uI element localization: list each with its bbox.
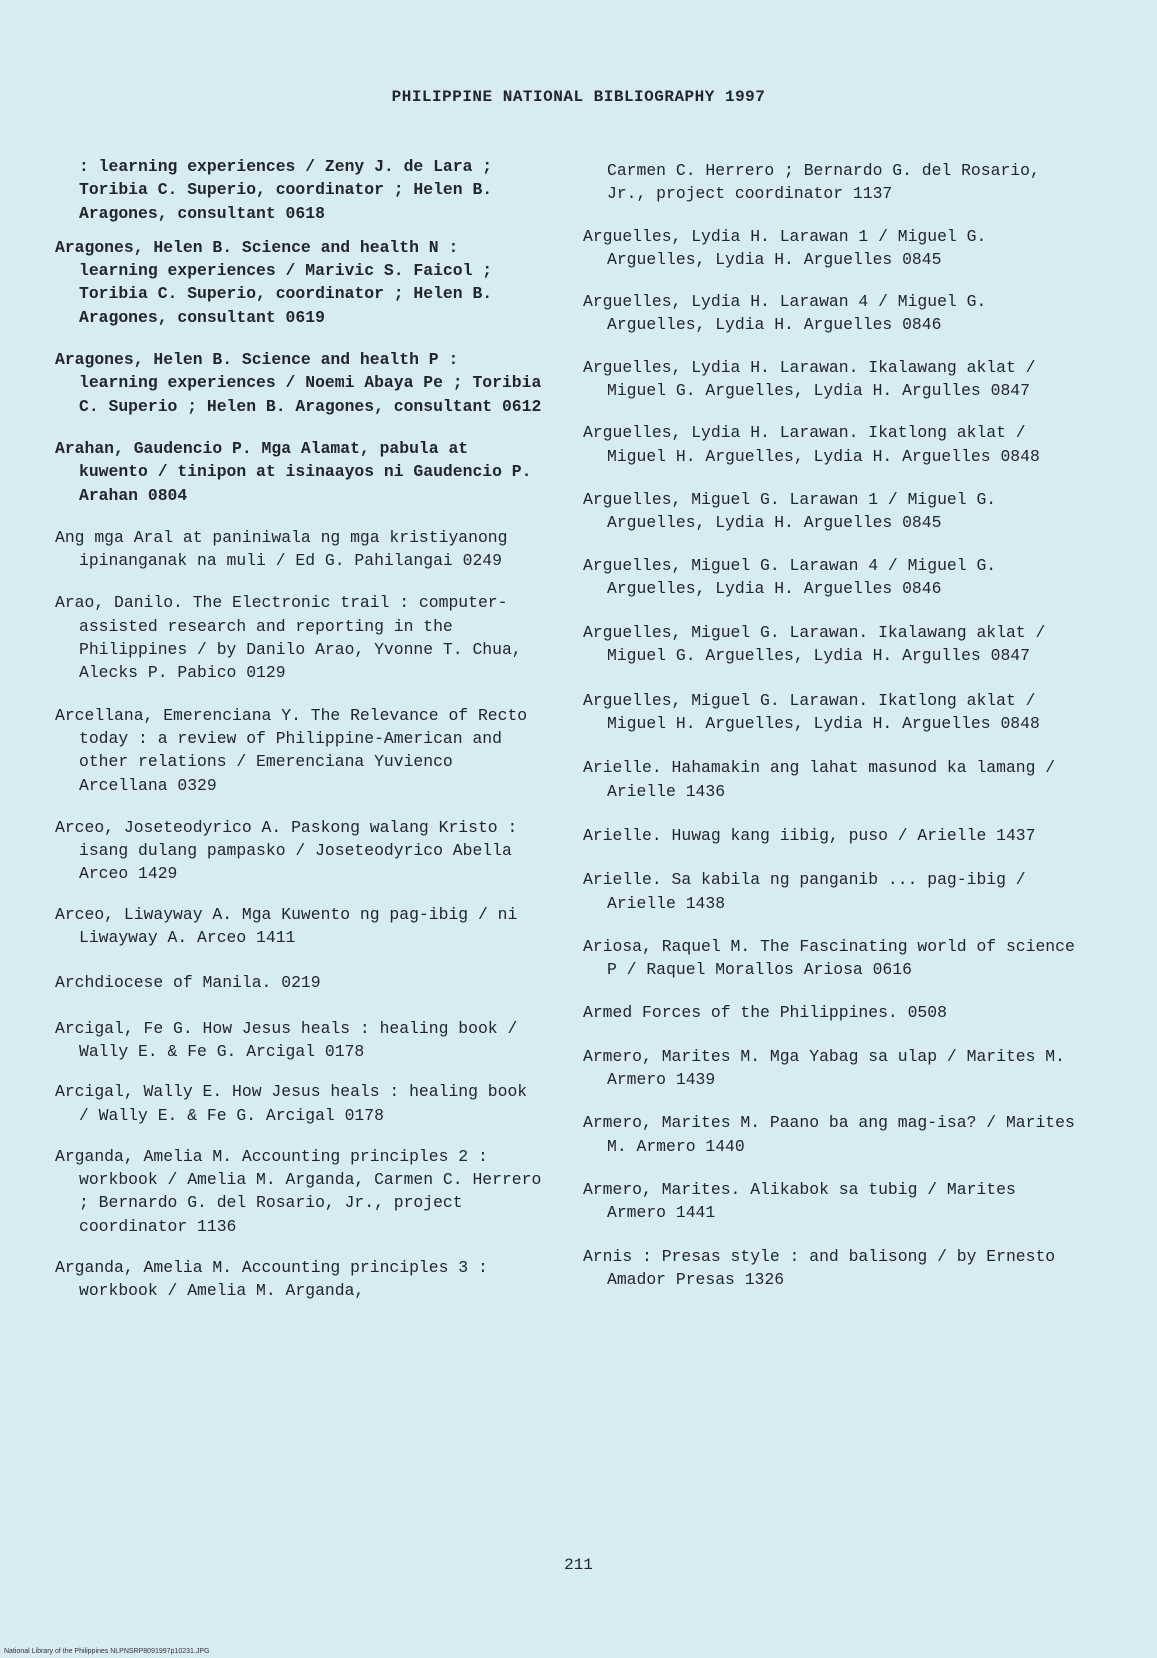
footer-caption: National Library of the Philippines NLPNSRP8091997p10231.JPG	[4, 1648, 210, 1655]
left-column	[55, 155, 545, 1303]
entry: Arganda, Amelia M. Accounting principles 3 : workbook / Amelia M. Arganda,	[55, 1257, 488, 1301]
right-column	[583, 155, 1083, 1291]
entry: : learning experiences / Zeny J. de Lara ; Toribia C. Superio, coordinator ; Helen B. Aragones, consultant 0618	[79, 157, 493, 223]
entry: Arcellana, Emerenciana Y. The Relevance of Recto today : a review of Philippine-American and other relations / Emerenciana Yuvienco Arcellana 0329	[55, 705, 528, 795]
page-title: PHILIPPINE NATIONAL BIBLIOGRAPHY 1997	[391, 88, 766, 106]
entry: Arguelles, Lydia H. Larawan. Ikatlong aklat / Miguel H. Arguelles, Lydia H. Arguelles 0848	[583, 423, 1040, 466]
entry: Arguelles, Miguel G. Larawan. Ikalawang aklat / Miguel G. Arguelles, Lydia H. Argulles 0847	[583, 623, 1046, 666]
entry: Armero, Marites M. Mga Yabag sa ulap / Marites M. Armero 1439	[583, 1046, 1065, 1090]
entry: Arceo, Liwayway A. Mga Kuwento ng pag-ibig / ni Liwayway A. Arceo 1411	[55, 904, 518, 948]
entry: Arahan, Gaudencio P. Mga Alamat, pabula at kuwento / tinipon at isinaayos ni Gaudencio P. Arahan 0804	[55, 438, 532, 505]
entry: Aragones, Helen B. Science and health N : learning experiences / Marivic S. Faicol ; Toribia C. Superio, coordinator ; Helen B. Aragones, consultant 0619	[55, 237, 493, 327]
entry: Aragones, Helen B. Science and health P : learning experiences / Noemi Abaya Pe ; Toribia C. Superio ; Helen B. Aragones, consultant 0612	[55, 350, 542, 416]
entry: Arielle. Huwag kang iibig, puso / Arielle 1437	[583, 825, 1036, 845]
entry: Arguelles, Lydia H. Larawan 4 / Miguel G. Arguelles, Lydia H. Arguelles 0846	[583, 292, 987, 335]
entry: Armero, Marites M. Paano ba ang mag-isa? / Marites M. Armero 1440	[583, 1113, 1075, 1156]
entry: Arielle. Hahamakin ang lahat masunod ka lamang / Arielle 1436	[583, 758, 1056, 801]
entry: Arganda, Amelia M. Accounting principles 2 : workbook / Amelia M. Arganda, Carmen C. Herrero ; Bernardo G. del Rosario, Jr., project coordinator 1136	[55, 1146, 542, 1236]
entry: Armero, Marites. Alikabok sa tubig / Marites Armero 1441	[583, 1179, 1016, 1223]
entry: Arguelles, Miguel G. Larawan 4 / Miguel G. Arguelles, Lydia H. Arguelles 0846	[583, 555, 997, 598]
entry: Arguelles, Lydia H. Larawan. Ikalawang aklat / Miguel G. Arguelles, Lydia H. Argulles 0847	[583, 357, 1036, 401]
entry: Arceo, Joseteodyrico A. Paskong walang Kristo : isang dulang pampasko / Joseteodyrico Abella Arceo 1429	[55, 817, 518, 884]
entry: Arnis : Presas style : and balisong / by Ernesto Amador Presas 1326	[583, 1246, 1056, 1289]
entry: Arguelles, Miguel G. Larawan. Ikatlong aklat / Miguel H. Arguelles, Lydia H. Arguelles 0848	[583, 690, 1040, 734]
page-number: 211	[564, 1556, 593, 1574]
entry: Arcigal, Fe G. How Jesus heals : healing book / Wally E. & Fe G. Arcigal 0178	[55, 1018, 518, 1061]
entry: Arielle. Sa kabila ng panganib ... pag-ibig / Arielle 1438	[583, 870, 1026, 913]
entry: Ariosa, Raquel M. The Fascinating world of science P / Raquel Morallos Ariosa 0616	[583, 936, 1075, 980]
entry: Arguelles, Lydia H. Larawan 1 / Miguel G. Arguelles, Lydia H. Arguelles 0845	[583, 226, 987, 269]
entry: Ang mga Aral at paniniwala ng mga kristiyanong ipinanganak na muli / Ed G. Pahilangai 0249	[55, 527, 508, 571]
entry: Arguelles, Miguel G. Larawan 1 / Miguel G. Arguelles, Lydia H. Arguelles 0845	[583, 489, 997, 533]
entry: Carmen C. Herrero ; Bernardo G. del Rosario, Jr., project coordinator 1137	[607, 161, 1040, 204]
entry: Arao, Danilo. The Electronic trail : computer-assisted research and reporting in the Philippines / by Danilo Arao, Yvonne T. Chua, Alecks P. Pabico 0129	[55, 593, 522, 683]
entry: Arcigal, Wally E. How Jesus heals : healing book / Wally E. & Fe G. Arcigal 0178	[55, 1082, 528, 1125]
entry: Archdiocese of Manila. 0219	[55, 973, 321, 993]
entry: Armed Forces of the Philippines. 0508	[583, 1003, 947, 1023]
